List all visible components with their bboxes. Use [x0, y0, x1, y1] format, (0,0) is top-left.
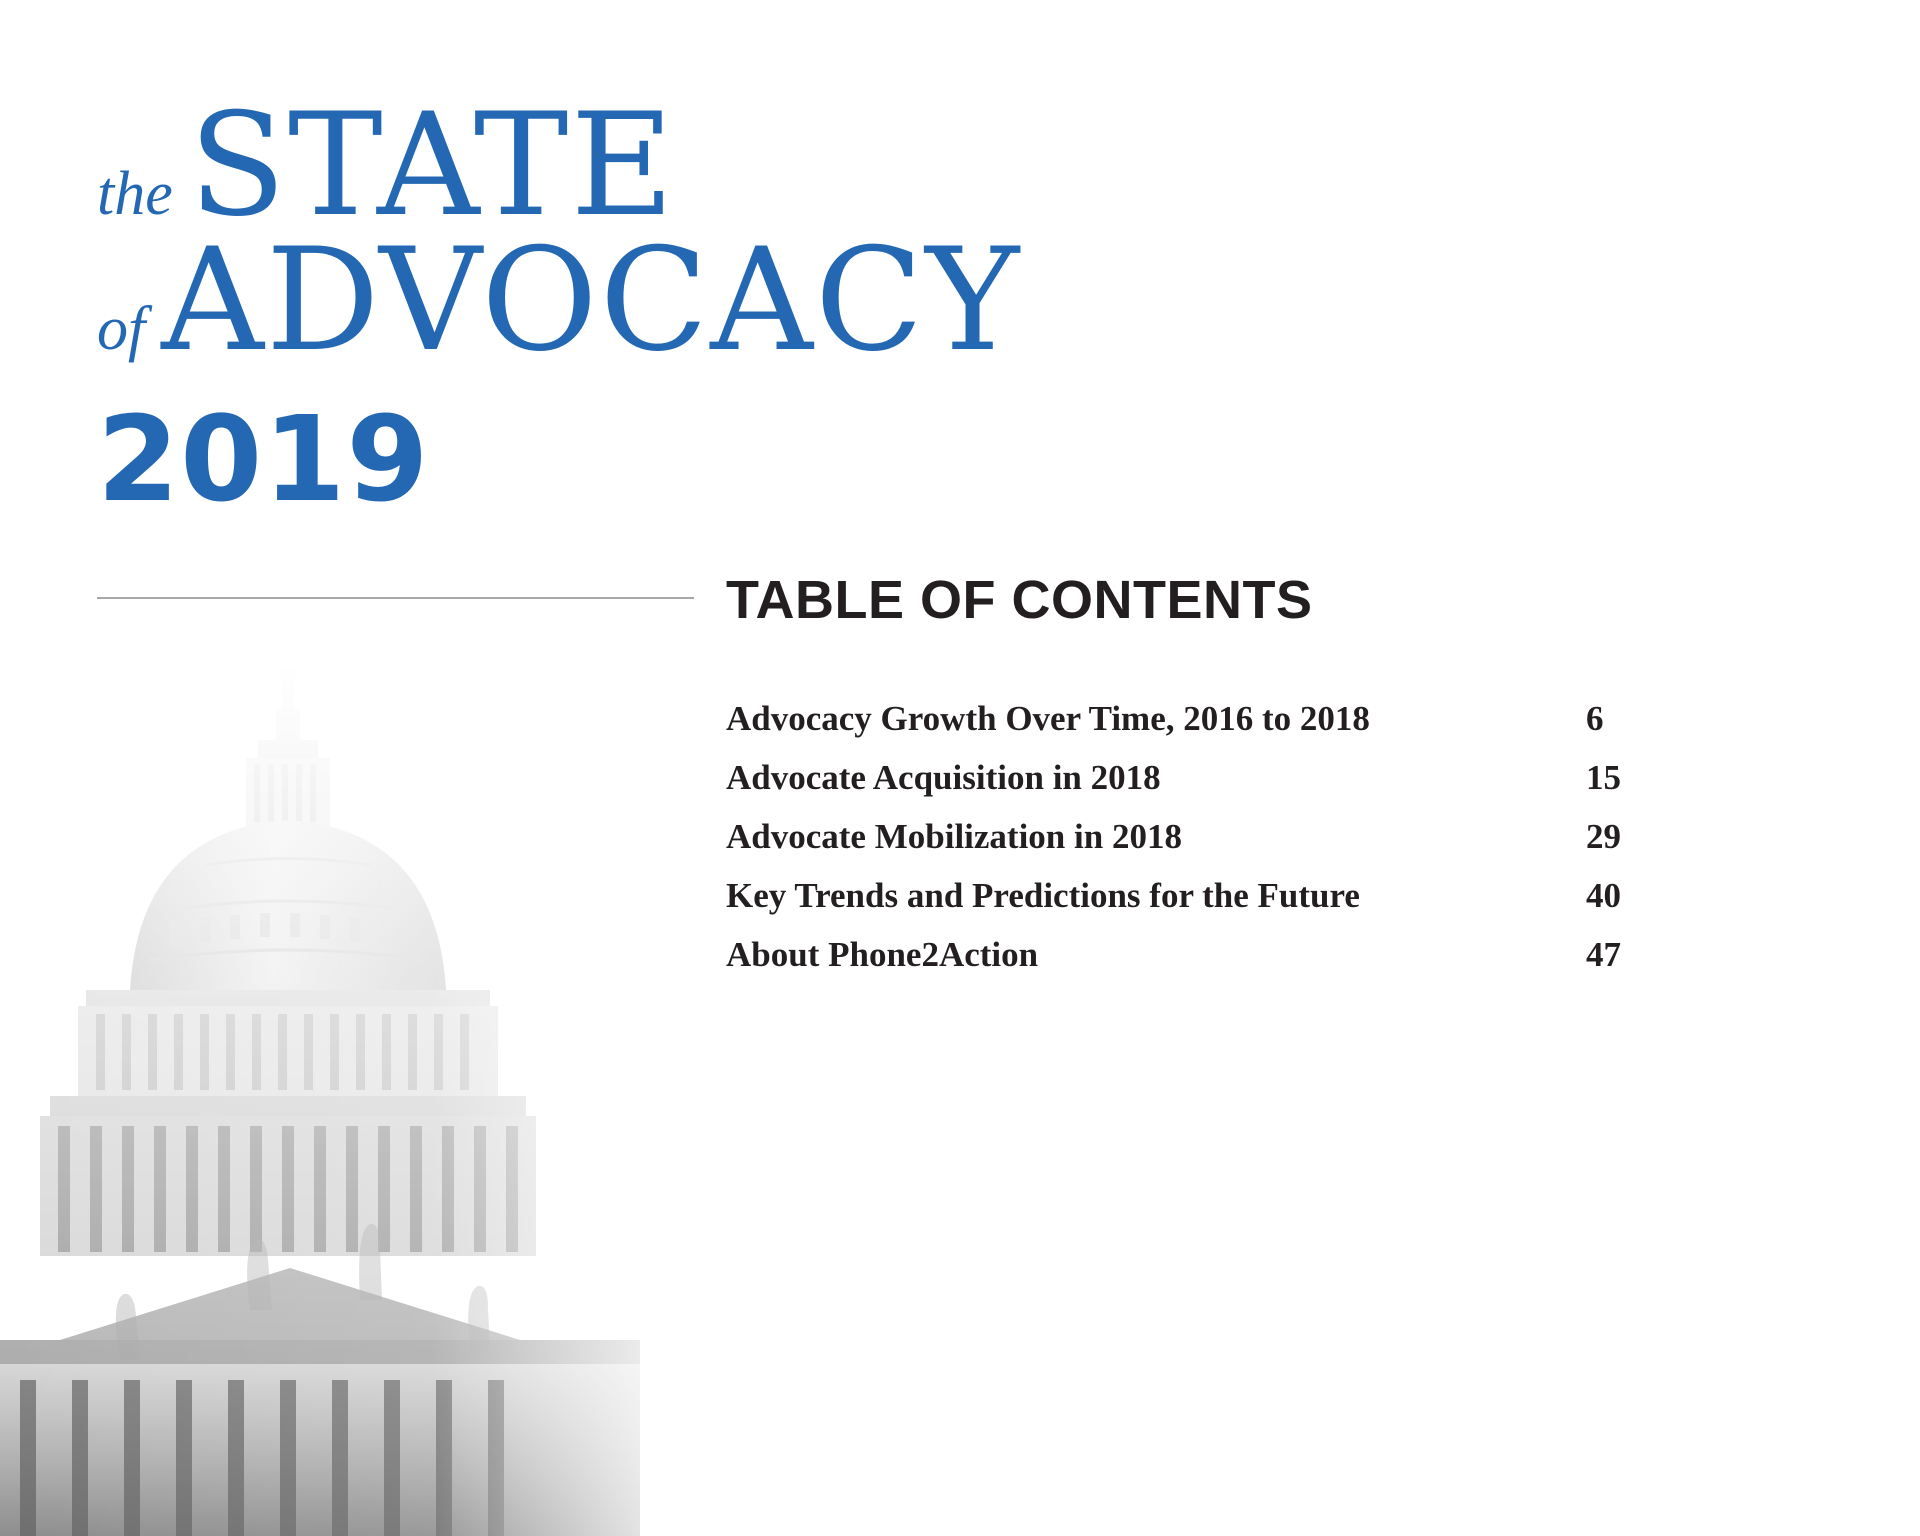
toc-heading: TABLE OF CONTENTS — [726, 570, 1313, 630]
toc-item-page: 47 — [1586, 935, 1621, 974]
toc-list — [726, 697, 1656, 992]
toc-item[interactable] — [726, 756, 1656, 815]
toc-item[interactable] — [726, 697, 1656, 756]
toc-item-page: 15 — [1586, 758, 1621, 797]
toc-item-page: 6 — [1586, 699, 1604, 738]
toc-item[interactable] — [726, 815, 1656, 874]
toc-item-title: About Phone2Action — [726, 935, 1039, 974]
toc-item-page: 29 — [1586, 817, 1621, 856]
toc-item-page: 40 — [1586, 876, 1621, 915]
capitol-dome-icon — [0, 660, 720, 1536]
toc-item-title: Advocate Mobilization in 2018 — [726, 817, 1182, 856]
title-line-1 — [97, 83, 677, 248]
title-line-2 — [97, 218, 1022, 383]
toc-item[interactable] — [726, 874, 1656, 933]
title-word-advocacy: ADVOCACY — [161, 218, 1022, 383]
section-divider — [97, 597, 694, 599]
title-prefix-of: of — [97, 295, 146, 363]
title-year: 2019 — [97, 390, 430, 528]
toc-item-title: Advocate Acquisition in 2018 — [726, 758, 1161, 797]
toc-item[interactable] — [726, 933, 1656, 992]
report-title — [97, 83, 1097, 528]
title-word-state: STATE — [188, 83, 677, 248]
capitol-dome-image — [0, 660, 720, 1536]
toc-item-title: Key Trends and Predictions for the Future — [726, 876, 1360, 915]
title-prefix-the: the — [97, 160, 173, 228]
toc-item-title: Advocacy Growth Over Time, 2016 to 2018 — [726, 699, 1370, 738]
